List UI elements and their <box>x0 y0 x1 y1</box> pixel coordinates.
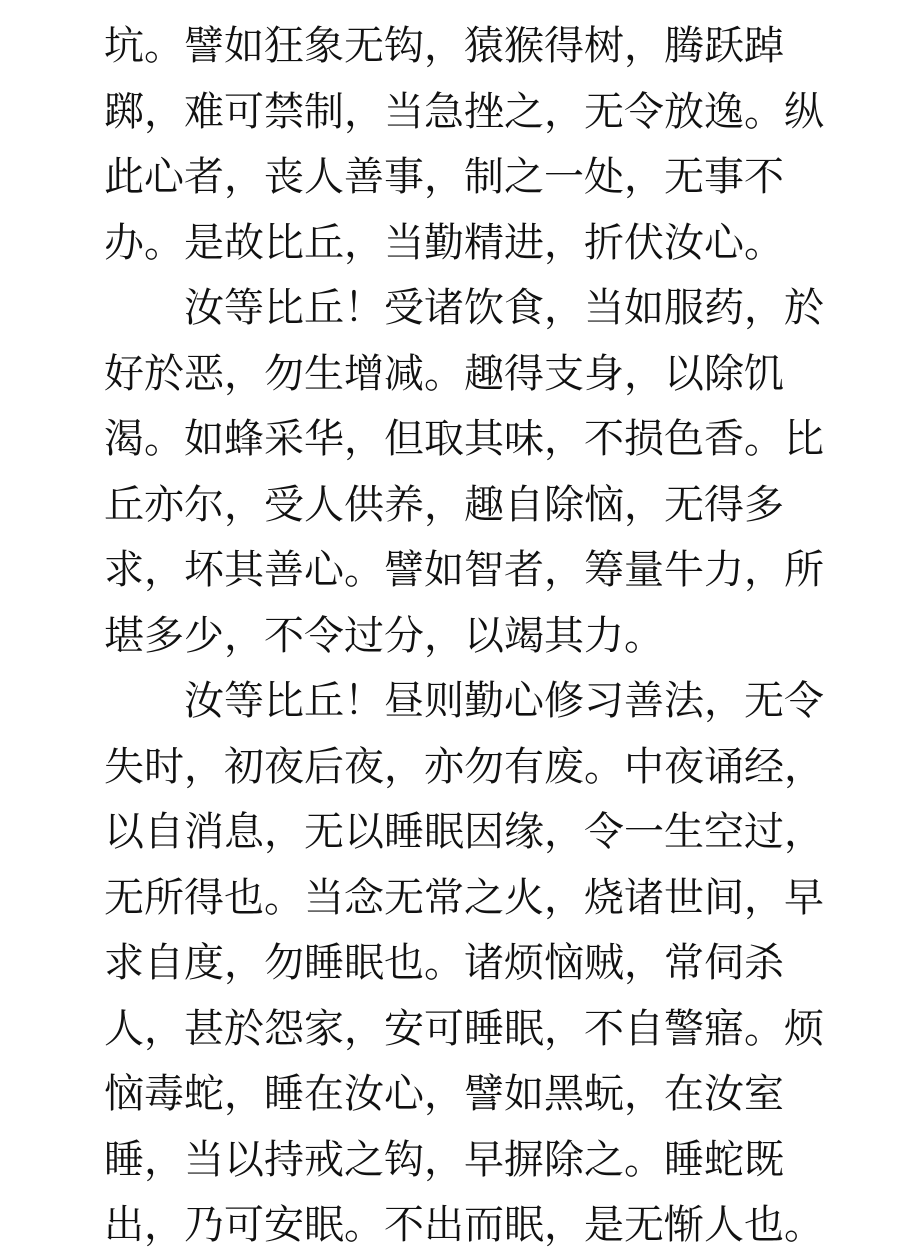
text-line: 办。是故比丘，当勤精进，折伏汝心。 <box>104 219 784 266</box>
text-line: 汝等比丘！受诸饮食，当如服药，於 <box>104 285 824 331</box>
text-line: 无所得也。当念无常之火，烧诸世间，早 <box>104 874 824 921</box>
text-line: 汝等比丘！昼则勤心修习善法，无令 <box>104 678 824 724</box>
text-line: 丘亦尔，受人供养，趣自除恼，无得多 <box>104 481 784 528</box>
text-line: 人，甚於怨家，安可睡眠，不自警寤。烦 <box>104 1005 824 1052</box>
text-line: 好於恶，勿生增减。趣得支身，以除饥 <box>104 350 784 397</box>
text-line: 恼毒蛇，睡在汝心，譬如黑蚖，在汝室 <box>104 1071 784 1117</box>
text-line: 堪多少，不令过分，以竭其力。 <box>104 612 664 659</box>
text-line: 出，乃可安眠。不出而眠，是无惭人也。 <box>104 1202 824 1248</box>
text-line: 求，坏其善心。譬如智者，筹量牛力，所 <box>104 547 824 593</box>
text-line: 以自消息，无以睡眠因缘，令一生空过， <box>104 809 824 855</box>
document-page <box>104 14 824 1259</box>
text-line: 睡，当以持戒之钩，早摒除之。睡蛇既 <box>104 1136 784 1183</box>
text-line: 渴。如蜂采华，但取其味，不损色香。比 <box>104 416 824 462</box>
text-line: 踯，难可禁制，当急挫之，无令放逸。纵 <box>104 88 824 135</box>
text-line: 坑。譬如狂象无钩，猿猴得树，腾跃踔 <box>104 23 784 69</box>
text-line: 失时，初夜后夜，亦勿有废。中夜诵经， <box>104 743 824 790</box>
text-line: 此心者，丧人善事，制之一处，无事不 <box>104 154 784 200</box>
text-line: 求自度，勿睡眠也。诸烦恼贼，常伺杀 <box>104 940 784 986</box>
